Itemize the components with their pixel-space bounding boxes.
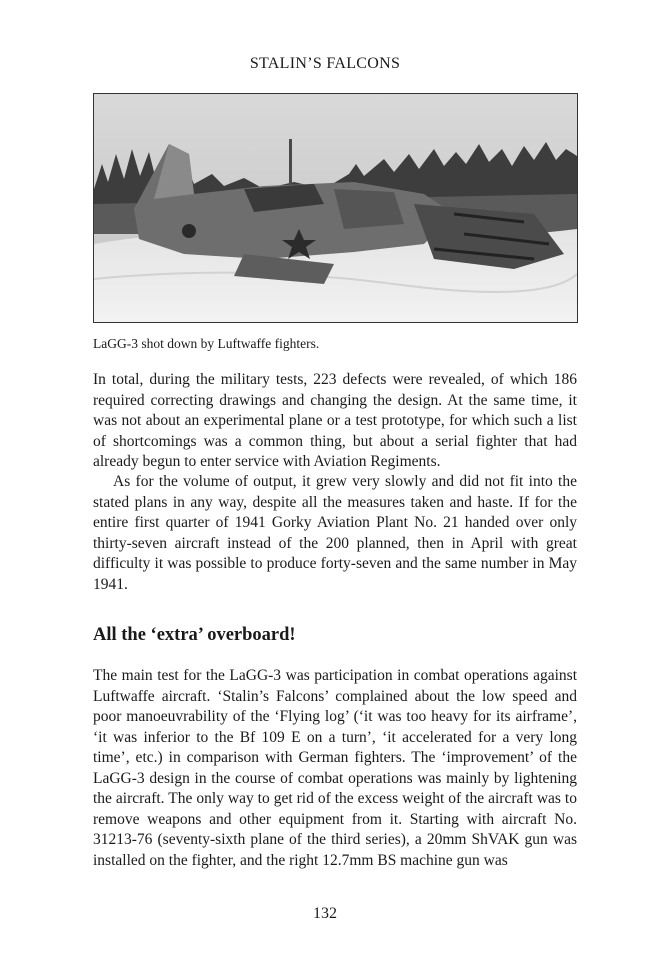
body-paragraph-2: As for the volume of output, it grew very slowly and did not fit into the stated plans in any way, despite all the measures taken and haste. If for the entire first quarter of 1941 Gorky Aviation Plant No. 21 handed over only thirty-seven aircraft instead of the 200 planned, then in April with great difficulty it was possible to produce forty-seven and the same number in May 1941.: [93, 473, 577, 593]
page-number: 132: [313, 905, 337, 922]
figure-caption: LaGG-3 shot down by Luftwaffe fighters.: [93, 336, 320, 351]
aircraft-photo-drawing: [94, 94, 577, 322]
section-heading: All the ‘extra’ overboard!: [93, 625, 296, 645]
body-paragraph-3: The main test for the LaGG-3 was participation in combat operations against Luftwaffe aircraft. ‘Stalin’s Falcons’ complained about the low speed and poor manoeuvrability of the ‘Flying log’ (‘it was too heavy for its airframe’, ‘it was inferior to the Bf 109 E on a turn’, ‘it accelerated for a very long time’, etc.) in comparison with German fighters. The ‘improvement’ of the LaGG-3 design in the course of combat operations was mainly by lightening the aircraft. The only way to get rid of the excess weight of the aircraft was to remove weapons and other equipment from it. Starting with aircraft No. 31213-76 (seventy-sixth plane of the third series), a 20mm ShVAK gun was installed on the fighter, and the right 12.7mm BS machine gun was: [93, 667, 577, 869]
body-paragraph-1: In total, during the military tests, 223 defects were revealed, of which 186 required correcting drawings and changing the design. At the same time, it was not about an experimental plane or a test prototype, for which such a list of shortcomings was a common thing, but about a serial fighter that had already begun to enter service with Aviation Regiments.: [93, 371, 577, 470]
running-head: STALIN’S FALCONS: [249, 55, 401, 72]
aircraft-photo: [93, 93, 578, 323]
